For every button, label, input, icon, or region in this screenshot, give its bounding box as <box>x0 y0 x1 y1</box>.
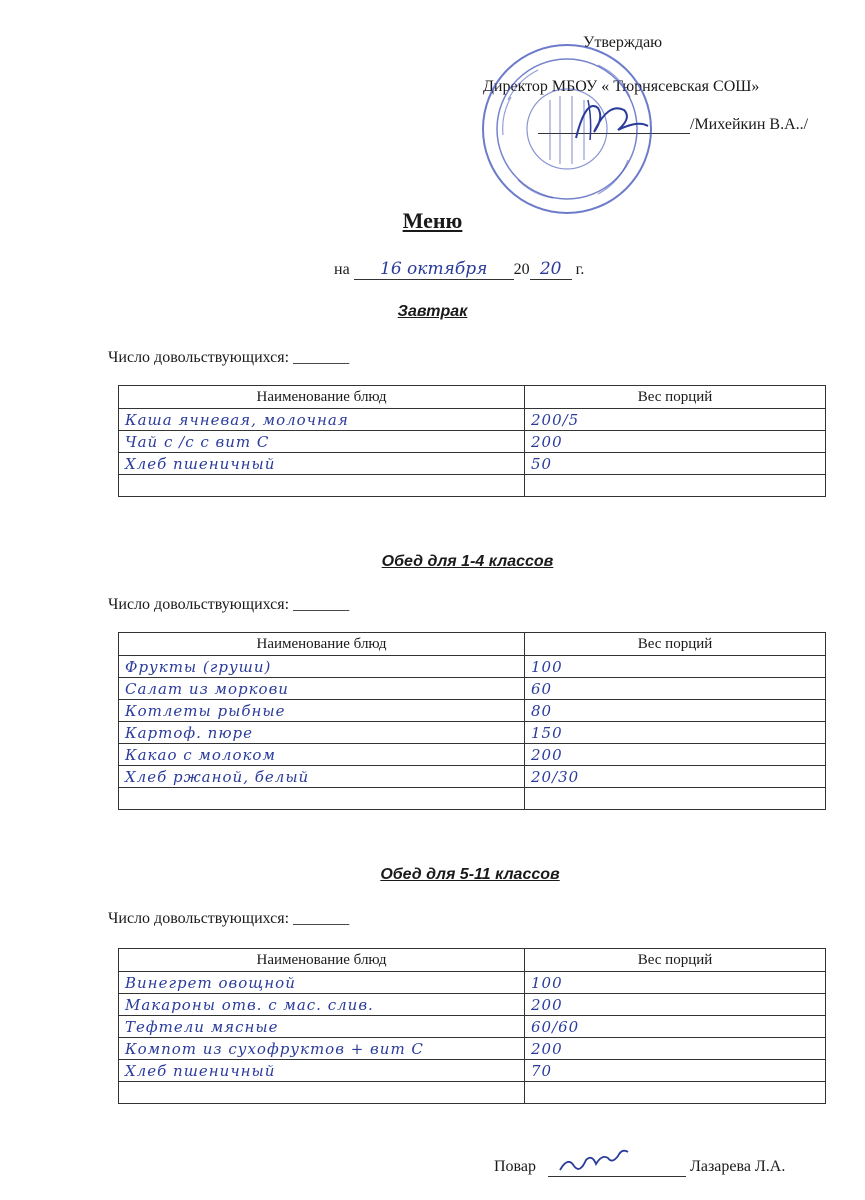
date-year-prefix: 20 <box>513 261 530 278</box>
dish-name: Чай с /с с вит С <box>119 431 525 453</box>
lunch-5-11-table <box>118 948 826 1104</box>
page-title: Меню <box>402 208 463 233</box>
dish-name: Каша ячневая, молочная <box>119 409 525 431</box>
dish-weight: 200 <box>525 431 826 453</box>
dish-name <box>119 475 525 497</box>
dish-name: Компот из сухофруктов + вит С <box>119 1038 525 1060</box>
dish-weight: 200 <box>525 994 826 1016</box>
dish-name <box>119 1082 525 1104</box>
table-header-row <box>119 949 826 972</box>
dish-weight: 150 <box>525 722 826 744</box>
director-line: Директор МБОУ « Тюрнясевская СОШ» <box>483 78 760 95</box>
table-header-row <box>119 633 826 656</box>
table-row <box>119 972 826 994</box>
table-row <box>119 1060 826 1082</box>
table-row <box>119 722 826 744</box>
dish-weight: 80 <box>525 700 826 722</box>
breakfast-count-label: Число довольствующихся: _______ <box>108 349 350 366</box>
table-row <box>119 1038 826 1060</box>
table-header-row <box>119 386 826 409</box>
lunch-1-4-table <box>118 632 826 810</box>
cook-name: Лазарева Л.А. <box>690 1158 786 1175</box>
date-suffix: г. <box>575 261 585 278</box>
lunch-1-4-count-label: Число довольствующихся: _______ <box>108 596 350 613</box>
table-row <box>119 409 826 431</box>
header-weight: Вес порций <box>525 633 826 656</box>
dish-weight <box>525 475 826 497</box>
dish-weight: 200 <box>525 1038 826 1060</box>
date-day-month: 16 октября <box>354 259 514 280</box>
header-dish-name: Наименование блюд <box>119 949 525 972</box>
dish-name: Тефтели мясные <box>119 1016 525 1038</box>
director-signature <box>568 90 658 150</box>
approval-title: Утверждаю <box>583 34 663 51</box>
table-row <box>119 744 826 766</box>
cook-signature <box>556 1148 636 1180</box>
header-dish-name: Наименование блюд <box>119 633 525 656</box>
header-weight: Вес порций <box>525 949 826 972</box>
section-title-breakfast: Завтрак <box>397 303 468 320</box>
dish-name: Хлеб ржаной, белый <box>119 766 525 788</box>
dish-weight <box>525 1082 826 1104</box>
dish-weight: 200/5 <box>525 409 826 431</box>
dish-name: Котлеты рыбные <box>119 700 525 722</box>
dish-name: Фрукты (груши) <box>119 656 525 678</box>
table-row <box>119 475 826 497</box>
table-row <box>119 766 826 788</box>
dish-name: Хлеб пшеничный <box>119 453 525 475</box>
dish-weight: 20/30 <box>525 766 826 788</box>
date-prefix: на <box>334 261 350 278</box>
table-row <box>119 1082 826 1104</box>
cook-label: Повар <box>494 1158 536 1175</box>
dish-weight: 50 <box>525 453 826 475</box>
table-row <box>119 700 826 722</box>
table-row <box>119 453 826 475</box>
dish-name <box>119 788 525 810</box>
table-row <box>119 431 826 453</box>
header-weight: Вес порций <box>525 386 826 409</box>
table-row <box>119 788 826 810</box>
dish-weight: 100 <box>525 656 826 678</box>
dish-name: Картоф. пюре <box>119 722 525 744</box>
section-title-lunch-5-11: Обед для 5-11 классов <box>380 866 560 883</box>
breakfast-table <box>118 385 826 497</box>
dish-name: Салат из моркови <box>119 678 525 700</box>
dish-weight: 100 <box>525 972 826 994</box>
dish-name: Винегрет овощной <box>119 972 525 994</box>
dish-weight: 200 <box>525 744 826 766</box>
dish-name: Какао с молоком <box>119 744 525 766</box>
dish-weight: 70 <box>525 1060 826 1082</box>
lunch-5-11-count-label: Число довольствующихся: _______ <box>108 910 350 927</box>
dish-name: Макароны отв. с мас. слив. <box>119 994 525 1016</box>
dish-weight: 60/60 <box>525 1016 826 1038</box>
date-year-suffix: 20 <box>530 259 572 280</box>
date-line <box>334 259 584 280</box>
table-row <box>119 656 826 678</box>
table-row <box>119 994 826 1016</box>
dish-name: Хлеб пшеничный <box>119 1060 525 1082</box>
dish-weight: 60 <box>525 678 826 700</box>
section-title-lunch-1-4: Обед для 1-4 классов <box>381 553 554 570</box>
table-row <box>119 678 826 700</box>
dish-weight <box>525 788 826 810</box>
signature-name: /Михейкин В.А../ <box>690 116 809 133</box>
header-dish-name: Наименование блюд <box>119 386 525 409</box>
table-row <box>119 1016 826 1038</box>
